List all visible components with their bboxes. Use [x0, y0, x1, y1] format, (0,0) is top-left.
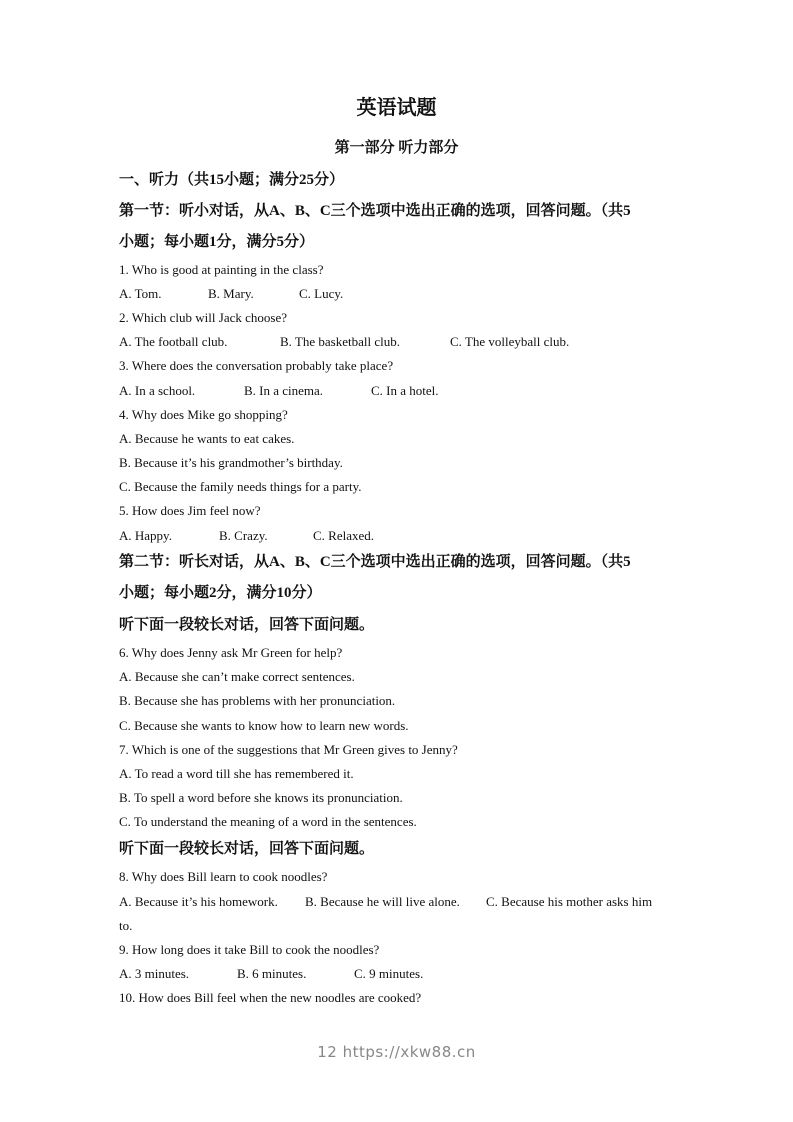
options-1	[119, 285, 719, 303]
subsection-heading-cont: 小题；每小题1分，满分5分）	[119, 234, 315, 250]
question-7: 7. Which is one of the suggestions that Mr Green gives to Jenny?	[119, 742, 458, 757]
option-b: B. To spell a word before she knows its pronunciation.	[119, 790, 403, 805]
option-a: A. Happy.	[119, 528, 172, 543]
instruction: 听下面一段较长对话，回答下面问题。	[119, 841, 375, 857]
option-a: A. Because he wants to eat cakes.	[119, 431, 295, 446]
question-3: 3. Where does the conversation probably take place?	[119, 358, 394, 373]
subsection-heading: 第一节：听小对话，从A、B、C三个选项中选出正确的选项，回答问题。（共5	[119, 203, 631, 219]
option-c: C. To understand the meaning of a word in the sentences.	[119, 814, 417, 829]
option-b: B. The basketball club.	[280, 334, 400, 349]
option-c: C. Lucy.	[299, 286, 344, 301]
question-6: 6. Why does Jenny ask Mr Green for help?	[119, 645, 343, 660]
options-3	[119, 382, 719, 400]
option-c: C. 9 minutes.	[354, 966, 424, 981]
question-8: 8. Why does Bill learn to cook noodles?	[119, 869, 328, 884]
option-c: C. Relaxed.	[313, 528, 375, 543]
question-10: 10. How does Bill feel when the new noodles are cooked?	[119, 990, 422, 1005]
question-1: 1. Who is good at painting in the class?	[119, 262, 324, 277]
subsection-heading: 第二节：听长对话，从A、B、C三个选项中选出正确的选项，回答问题。（共5	[119, 554, 631, 570]
option-a: A. In a school.	[119, 383, 196, 398]
option-a: A. 3 minutes.	[119, 966, 190, 981]
option-b: B. Because it’s his grandmother’s birthday.	[119, 455, 343, 470]
option-c: C. Because his mother asks him	[486, 894, 653, 909]
instruction: 听下面一段较长对话，回答下面问题。	[119, 617, 375, 633]
option-c: C. The volleyball club.	[450, 334, 570, 349]
section-heading: 一、听力（共15小题；满分25分）	[119, 172, 345, 188]
option-c-continued: to.	[119, 918, 133, 933]
options-2	[119, 333, 719, 351]
question-5: 5. How does Jim feel now?	[119, 503, 261, 518]
option-b: B. 6 minutes.	[237, 966, 307, 981]
page-title: 英语试题	[356, 97, 437, 119]
subsection-heading-cont: 小题；每小题2分，满分10分）	[119, 585, 322, 601]
question-4: 4. Why does Mike go shopping?	[119, 407, 288, 422]
option-b: B. Because he will live alone.	[305, 894, 460, 909]
question-9: 9. How long does it take Bill to cook the noodles?	[119, 942, 380, 957]
option-c: C. Because the family needs things for a party.	[119, 479, 362, 494]
option-b: B. In a cinema.	[244, 383, 324, 398]
page-footer: 12 https://xkw88.cn	[317, 1043, 476, 1061]
option-b: B. Mary.	[208, 286, 254, 301]
question-2: 2. Which club will Jack choose?	[119, 310, 287, 325]
option-a: A. The football club.	[119, 334, 228, 349]
option-c: C. In a hotel.	[371, 383, 439, 398]
option-c: C. Because she wants to know how to learn new words.	[119, 718, 409, 733]
options-5	[119, 527, 719, 545]
options-8	[119, 893, 719, 911]
option-a: A. Tom.	[119, 286, 162, 301]
option-a: A. Because it’s his homework.	[119, 894, 278, 909]
option-b: B. Crazy.	[219, 528, 268, 543]
option-a: A. To read a word till she has remembered it.	[119, 766, 354, 781]
option-a: A. Because she can’t make correct sentences.	[119, 669, 355, 684]
part-title: 第一部分 听力部分	[334, 140, 459, 156]
options-9	[119, 965, 719, 983]
option-b: B. Because she has problems with her pronunciation.	[119, 693, 396, 708]
